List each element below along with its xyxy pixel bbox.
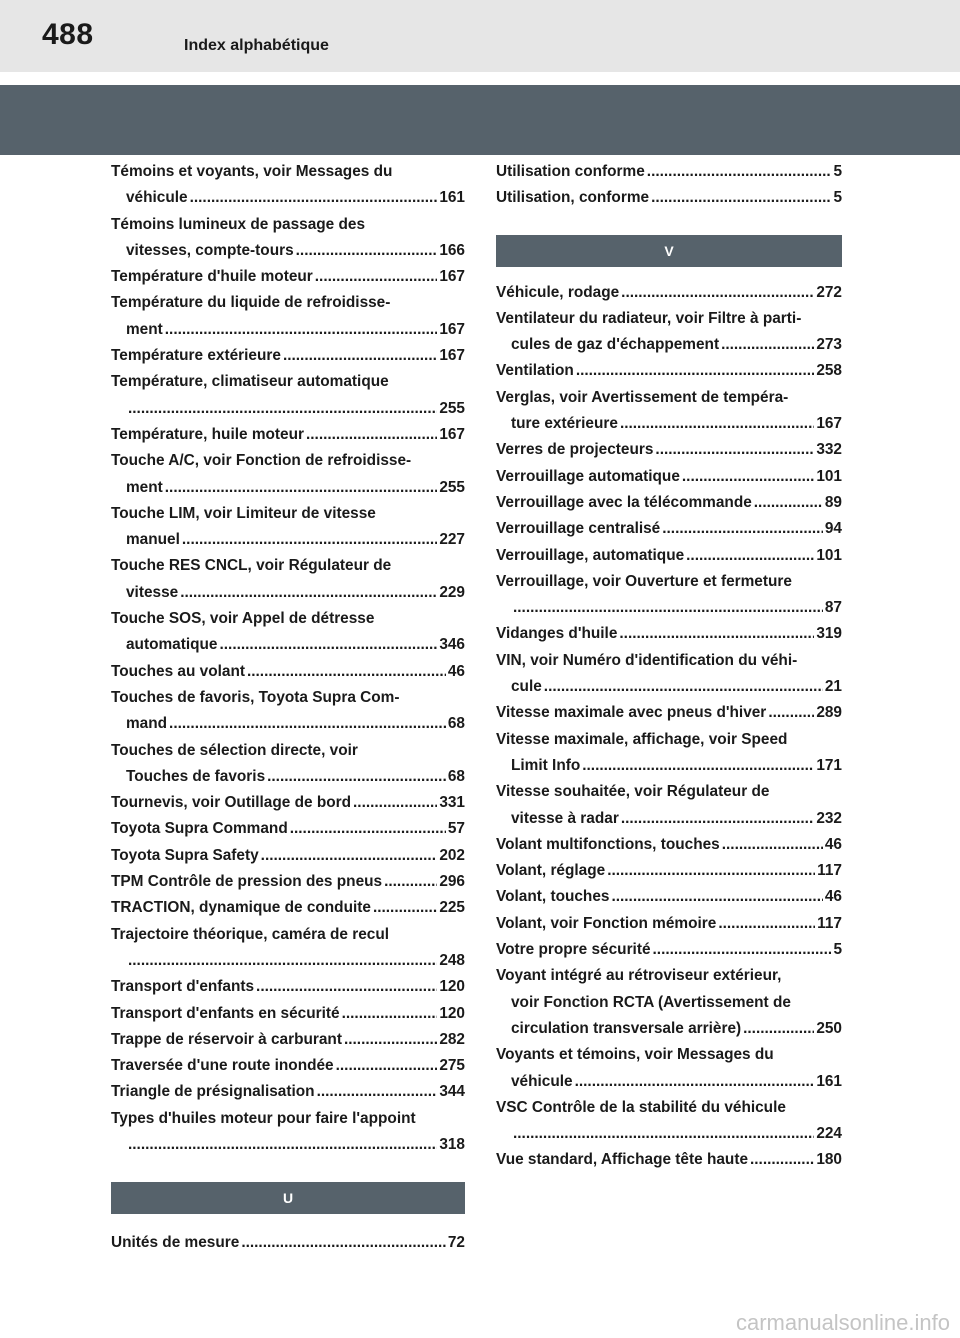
index-entry-last-line [111,711,465,737]
index-entry-term: Température d'huile moteur [111,268,313,286]
index-entry-last-line [111,343,465,369]
dot-leader [513,595,823,621]
index-entry-page: 87 [824,599,842,617]
section-title: Index alphabétique [184,37,329,54]
index-list-t [111,159,465,1158]
dot-leader [190,185,438,211]
index-entry-page: 248 [439,951,465,969]
dot-leader [655,437,814,463]
index-entry [496,621,842,647]
index-entry [496,963,842,1042]
index-entry-last-line [496,937,842,963]
index-entry-last-line [496,858,842,884]
index-entry-line: Voyants et témoins, voir Messages du [496,1046,774,1064]
index-entry [111,159,465,212]
dot-leader [128,396,437,422]
index-entry-last-line [111,764,465,790]
index-entry-page: 120 [439,978,465,996]
index-entry-page: 318 [439,1135,465,1153]
index-entry-term: vitesse [126,583,179,601]
index-entry [496,700,842,726]
index-entry-line: Témoins lumineux de passage des [111,215,366,233]
index-entry-last-line [111,1053,465,1079]
index-entry-term: ment [126,478,163,496]
index-entry-term: Transport d'enfants [111,978,255,996]
dot-leader [743,1016,814,1042]
index-entry-line: Touches de favoris, Toyota Supra Com- [111,688,400,706]
index-list-u [111,1230,465,1256]
index-entry-page: 94 [824,520,842,538]
index-entry-line: Touche LIM, voir Limiteur de vitesse [111,504,376,522]
index-entry [111,1106,465,1159]
index-entry-page: 258 [816,362,842,380]
index-entry-last-line [111,1027,465,1053]
index-entry-last-line [496,490,842,516]
index-entry [496,569,842,622]
dot-leader [619,621,814,647]
index-entry-last-line [111,632,465,658]
index-entry-last-line [496,437,842,463]
index-entry [111,790,465,816]
dot-leader [682,464,814,490]
index-entry [496,490,842,516]
dot-leader [315,264,438,290]
index-entry-term: Limit Info [511,756,581,774]
index-entry-last-line [111,264,465,290]
dot-leader [621,280,814,306]
index-entry-last-line [111,527,465,553]
index-entry [111,816,465,842]
index-entry-page: 232 [816,809,842,827]
index-entry-term: Unités de mesure [111,1234,240,1252]
index-entry [111,343,465,369]
index-entry [496,1147,842,1173]
index-entry [496,727,842,780]
index-entry-last-line [111,659,465,685]
index-entry-term: Verrouillage automatique [496,467,680,485]
index-entry-page: 272 [816,283,842,301]
index-entry-last-line [111,816,465,842]
index-entry [111,212,465,265]
index-entry-term: Transport d'enfants en sécurité [111,1004,340,1022]
index-entry-last-line [496,1121,842,1147]
header-band [0,85,960,155]
index-entry-term: Votre propre sécurité [496,941,651,959]
index-entry-term: véhicule [511,1072,573,1090]
index-entry [111,922,465,975]
index-entry-page: 68 [447,767,465,785]
index-entry [496,884,842,910]
index-entry-page: 255 [439,399,465,417]
index-entry-last-line [496,543,842,569]
index-entry-page: 225 [439,899,465,917]
index-entry-line: Verrouillage, voir Ouverture et fermeture [496,572,792,590]
index-entry [496,385,842,438]
index-entry-line: Témoins et voyants, voir Messages du [111,163,393,180]
index-entry-last-line [496,332,842,358]
index-entry-term: manuel [126,531,180,549]
index-entry-term: mand [126,715,168,733]
index-entry-page: 296 [439,873,465,891]
index-entry-last-line [496,806,842,832]
index-entry-page: 255 [439,478,465,496]
index-entry-page: 72 [447,1234,465,1252]
dot-leader [342,1001,438,1027]
dot-leader [620,411,814,437]
index-entry [111,1079,465,1105]
dot-leader [722,832,823,858]
index-entry-line: VSC Contrôle de la stabilité du véhicule [496,1098,786,1116]
index-entry-term: Ventilation [496,362,574,380]
letter-heading-u: U [111,1182,465,1214]
index-entry-page: 167 [439,425,465,443]
index-entry-last-line [496,753,842,779]
index-entry-line: Température du liquide de refroidisse- [111,294,391,312]
index-column-right [496,159,842,1174]
index-entry [111,1001,465,1027]
index-entry-last-line [111,396,465,422]
dot-leader [247,659,446,685]
dot-leader [180,580,437,606]
index-entry-page: 273 [816,336,842,354]
dot-leader [128,948,437,974]
index-entry-last-line [111,895,465,921]
index-entry-page: 161 [439,189,465,207]
dot-leader [353,790,437,816]
index-entry-page: 167 [439,268,465,286]
index-entry-term: cules de gaz d'échappement [511,336,720,354]
dot-leader [750,1147,814,1173]
dot-leader [336,1053,438,1079]
index-entry [496,1095,842,1148]
dot-leader [384,869,437,895]
index-entry-last-line [496,884,842,910]
index-entry-last-line [111,475,465,501]
dot-leader [165,317,438,343]
index-entry-last-line [496,911,842,937]
index-entry [496,358,842,384]
index-entry [496,779,842,832]
index-entry [111,553,465,606]
index-entry-line: Vitesse souhaitée, voir Régulateur de [496,783,770,801]
index-entry [111,422,465,448]
index-entry-term: Touches de favoris [126,767,266,785]
index-entry-last-line [496,1147,842,1173]
index-entry [111,264,465,290]
index-entry-term: automatique [126,636,218,654]
dot-leader [290,816,446,842]
index-entry-last-line [496,700,842,726]
dot-leader [182,527,437,553]
index-entry-term: Température extérieure [111,347,281,365]
index-entry-last-line [111,790,465,816]
page-number: 488 [42,18,94,51]
index-entry [496,648,842,701]
index-entry-page: 202 [439,846,465,864]
dot-leader [373,895,437,921]
index-entry-page: 21 [824,678,842,696]
index-entry-page: 166 [439,241,465,259]
index-entry-last-line [111,185,465,211]
index-entry-last-line [496,411,842,437]
index-entry [111,895,465,921]
dot-leader [296,238,438,264]
index-entry-page: 289 [816,704,842,722]
index-entry-page: 89 [824,493,842,511]
index-entry-term: Volant, réglage [496,862,606,880]
index-entry-page: 171 [816,756,842,774]
dot-leader [306,422,437,448]
index-entry-line: Trajectoire théorique, caméra de recul [111,925,390,943]
index-entry [496,159,842,185]
index-entry-line: Verglas, voir Avertissement de tempéra- [496,388,789,406]
index-entry-page: 117 [817,862,842,880]
index-entry-last-line [496,832,842,858]
index-entry-term: TRACTION, dynamique de conduite [111,899,371,917]
index-entry [111,974,465,1000]
index-entry [111,448,465,501]
index-entry-page: 282 [439,1030,465,1048]
index-entry-last-line [496,621,842,647]
index-entry-term: vitesse à radar [511,809,619,827]
index-entry-line: Ventilateur du radiateur, voir Filtre à parti- [496,309,802,327]
index-entry-last-line [496,358,842,384]
index-entry-term: Volant, touches [496,888,610,906]
index-entry-term: Verrouillage avec la télécommande [496,493,752,511]
dot-leader [317,1079,438,1105]
dot-leader [169,711,446,737]
index-entry-page: 5 [833,941,842,959]
dot-leader [611,884,822,910]
dot-leader [283,343,437,369]
index-entry [496,543,842,569]
index-entry-page: 46 [447,662,465,680]
index-entry [111,843,465,869]
index-entry [111,869,465,895]
index-entry-page: 120 [439,1004,465,1022]
index-entry-line: Vitesse maximale, affichage, voir Speed [496,730,788,748]
index-entry-line: Touche SOS, voir Appel de détresse [111,610,375,628]
index-entry-last-line [111,422,465,448]
index-entry-last-line [496,185,842,211]
index-entry-page: 229 [439,583,465,601]
index-entry [496,937,842,963]
index-entry-page: 117 [817,914,842,932]
index-entry-term: Utilisation conforme [496,163,645,180]
index-entry [496,437,842,463]
dot-leader [662,516,823,542]
index-entry [111,369,465,422]
index-entry-line: VIN, voir Numéro d'identification du véhi- [496,651,798,669]
index-entry-page: 167 [816,415,842,433]
index-entry-term: Verrouillage centralisé [496,520,661,538]
index-entry-last-line [496,516,842,542]
index-entry-page: 180 [816,1151,842,1169]
index-entry-last-line [111,948,465,974]
dot-leader [621,806,815,832]
index-entry-page: 344 [439,1083,465,1101]
index-entry-term: Trappe de réservoir à carburant [111,1030,342,1048]
dot-leader [582,753,814,779]
index-entry-last-line [496,1069,842,1095]
dot-leader [220,632,438,658]
index-entry [111,1053,465,1079]
index-list-v [496,280,842,1174]
index-entry-page: 161 [816,1072,842,1090]
index-entry-page: 319 [816,625,842,643]
index-entry [496,858,842,884]
index-entry-page: 346 [439,636,465,654]
index-entry-term: Volant multifonctions, touches [496,835,720,853]
index-entry-page: 275 [439,1057,465,1075]
index-entry-line: Touches de sélection directe, voir [111,741,358,759]
dot-leader [651,185,831,211]
index-entry-last-line [111,1079,465,1105]
dot-leader [754,490,823,516]
dot-leader [576,358,814,384]
index-entry-last-line [111,843,465,869]
dot-leader [718,911,815,937]
dot-leader [544,674,823,700]
index-entry [111,290,465,343]
index-entry-page: 227 [439,531,465,549]
index-entry-line: Voyant intégré au rétroviseur extérieur, [496,967,782,985]
index-entry-page: 46 [824,835,842,853]
index-entry-last-line [111,1001,465,1027]
dot-leader [721,332,814,358]
index-entry-page: 332 [816,441,842,459]
index-entry-term: TPM Contrôle de pression des pneus [111,873,383,891]
dot-leader [653,937,832,963]
letter-heading-v: V [496,235,842,267]
index-entry-term: véhicule [126,189,188,207]
index-entry [496,280,842,306]
index-entry [111,606,465,659]
index-entry-line: Types d'huiles moteur pour faire l'appoint [111,1109,416,1127]
index-entry-term: Volant, voir Fonction mémoire [496,914,717,932]
index-entry-term: Utilisation, conforme [496,189,650,207]
index-entry [111,1027,465,1053]
index-entry-last-line [496,1016,842,1042]
dot-leader [165,475,438,501]
index-entry-last-line [111,580,465,606]
index-entry [496,1042,842,1095]
index-entry-page: 101 [816,546,842,564]
index-entry-term: Vitesse maximale avec pneus d'hiver [496,704,767,722]
index-column-left [111,159,465,1257]
index-entry-last-line [496,159,842,185]
index-entry-term: Touches au volant [111,662,245,680]
dot-leader [241,1230,446,1256]
index-entry-term: ture extérieure [511,415,618,433]
index-entry [496,516,842,542]
dot-leader [575,1069,815,1095]
index-entry-last-line [111,974,465,1000]
watermark-text: carmanualsonline.info [735,1310,950,1335]
index-entry [111,738,465,791]
index-entry-term: Toyota Supra Safety [111,846,259,864]
index-entry-last-line [111,238,465,264]
index-entry-page: 5 [833,189,842,207]
index-entry [111,1230,465,1256]
dot-leader [686,543,814,569]
index-entry-term: Température, huile moteur [111,425,304,443]
index-entry-line: Touche RES CNCL, voir Régulateur de [111,557,392,575]
index-entry [496,306,842,359]
index-entry-line: Touche A/C, voir Fonction de refroidisse- [111,452,412,470]
index-entry-term: ment [126,320,163,338]
index-entry [496,832,842,858]
index-entry-last-line [111,1230,465,1256]
index-entry-last-line [496,595,842,621]
index-entry [111,685,465,738]
index-entry-term: Verrouillage, automatique [496,546,685,564]
index-entry-term: Traversée d'une route inondée [111,1057,334,1075]
index-entry [496,185,842,211]
index-entry-page: 68 [447,715,465,733]
index-list-u-continued [496,159,842,212]
index-entry [111,659,465,685]
index-entry-term: vitesses, compte-tours [126,241,294,259]
dot-leader [261,843,438,869]
index-entry-page: 57 [447,820,465,838]
index-entry [111,501,465,554]
dot-leader [513,1121,814,1147]
index-entry-last-line [496,464,842,490]
dot-leader [344,1027,437,1053]
index-entry-page: 250 [816,1019,842,1037]
index-entry-term: cule [511,678,542,696]
index-entry-term: Verres de projecteurs [496,441,654,459]
header-bar [0,0,960,72]
index-entry-last-line [496,280,842,306]
index-entry-page: 167 [439,320,465,338]
index-entry-last-line [111,317,465,343]
index-entry-term: Vidanges d'huile [496,625,618,643]
index-entry-last-line [496,674,842,700]
index-entry-term: Triangle de présignalisation [111,1083,315,1101]
dot-leader [768,700,814,726]
index-entry-term: Vue standard, Affichage tête haute [496,1151,748,1169]
index-entry-term: Tournevis, voir Outillage de bord [111,794,352,812]
index-entry-page: 331 [439,794,465,812]
index-entry-term: circulation transversale arrière) [511,1019,742,1037]
index-entry-page: 46 [824,888,842,906]
index-entry [496,911,842,937]
index-entry-line: Température, climatiseur automatique [111,373,389,391]
dot-leader [128,1132,437,1158]
index-entry-page: 224 [816,1125,842,1143]
index-entry-term: Véhicule, rodage [496,283,620,301]
index-entry-term: Toyota Supra Command [111,820,288,838]
index-entry-last-line [111,869,465,895]
dot-leader [267,764,446,790]
dot-leader [256,974,437,1000]
index-entry-page: 167 [439,347,465,365]
index-entry-line: voir Fonction RCTA (Avertissement de [511,993,791,1011]
dot-leader [607,858,815,884]
index-entry-page: 5 [833,163,842,180]
index-entry-page: 101 [816,467,842,485]
dot-leader [647,159,832,185]
index-entry [496,464,842,490]
index-entry-last-line [111,1132,465,1158]
